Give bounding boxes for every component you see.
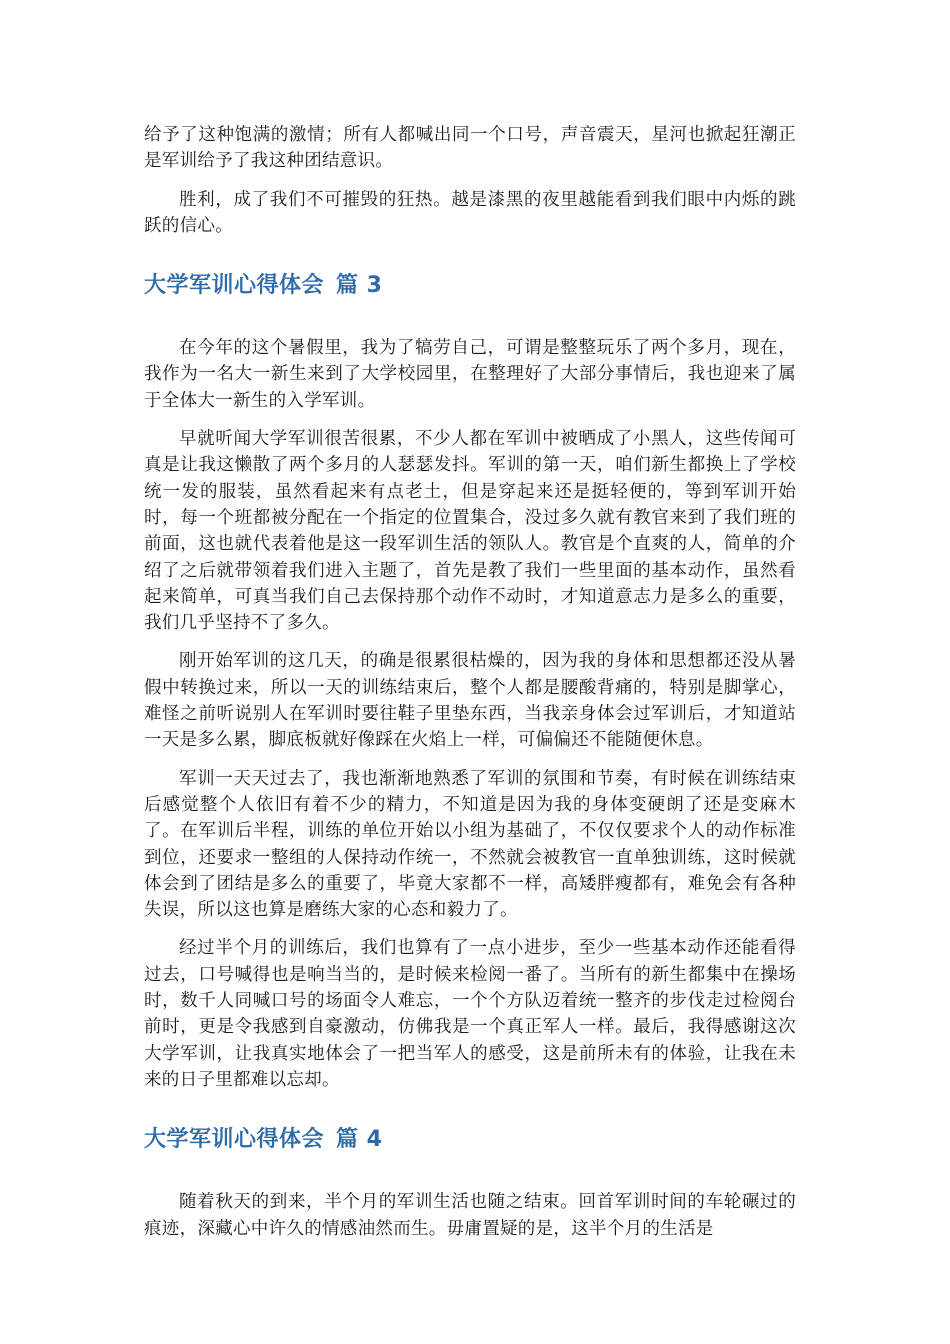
- paragraph-s3-3: 刚开始军训的这几天，的确是很累很枯燥的，因为我的身体和思想都还没从暑假中转换过来，所以一天的训练结束后，整个人都是腰酸背痛的，特别是脚掌心，难怪之前听说别人在军训时要往鞋子里垫东西，当我亲身体会过军训后，才知道站一天是多么累，脚底板就好像踩在火焰上一样，可偏偏还不能随便休息。: [144, 651, 796, 751]
- paragraph-s4-1: 随着秋天的到来，半个月的军训生活也随之结束。回首军训时间的车轮碾过的痕迹，深藏心中许久的情感油然而生。毋庸置疑的是，这半个月的生活是: [144, 1192, 796, 1239]
- paragraph-s3-4: 军训一天天过去了，我也渐渐地熟悉了军训的氛围和节奏，有时候在训练结束后感觉整个人依旧有着不少的精力，不知道是因为我的身体变硬朗了还是变麻木了。在军训后半程，训练的单位开始以小组为基础了，不仅仅要求个人的动作标准到位，还要求一整组的人保持动作统一，不然就会被教官一直单独训练，这时候就体会到了团结是多么的重要了，毕竟大家都不一样，高矮胖瘦都有，难免会有各种失误，所以这也算是磨练大家的心态和毅力了。: [144, 768, 796, 921]
- paragraph-intro-2: 胜利，成了我们不可摧毁的狂热。越是漆黑的夜里越能看到我们眼中内烁的跳跃的信心。: [144, 189, 796, 236]
- section-number: 篇 3: [336, 273, 383, 299]
- section-title: 大学军训心得体会: [144, 1127, 325, 1153]
- section-heading-4: [144, 1125, 796, 1155]
- paragraph-s3-1: 在今年的这个暑假里，我为了犒劳自己，可谓是整整玩乐了两个多月，现在，我作为一名大一新生来到了大学校园里，在整理好了大部分事情后，我也迎来了属于全体大一新生的入学军训。: [144, 338, 796, 411]
- section-number: 篇 4: [336, 1127, 383, 1153]
- section-title: 大学军训心得体会: [144, 273, 325, 299]
- paragraph-intro-1: 给予了这种饱满的激情；所有人都喊出同一个口号，声音震天，星河也掀起狂潮正是军训给予了我这种团结意识。: [144, 125, 796, 172]
- paragraph-s3-2: 早就听闻大学军训很苦很累，不少人都在军训中被晒成了小黑人，这些传闻可真是让我这懒散了两个多月的人瑟瑟发抖。军训的第一天，咱们新生都换上了学校统一发的服装，虽然看起来有点老土，但是穿起来还是挺轻便的，等到军训开始时，每一个班都被分配在一个指定的位置集合，没过多久就有教官来到了我们班的前面，这也就代表着他是这一段军训生活的领队人。教官是个直爽的人，简单的介绍了之后就带领着我们进入主题了，首先是教了我们一些里面的基本动作，虽然看起来简单，可真当我们自己去保持那个动作不动时，才知道意志力是多么的重要，我们几乎坚持不了多久。: [144, 429, 796, 634]
- document-page: [144, 122, 796, 1242]
- section-heading-3: [144, 271, 796, 301]
- paragraph-s3-5: 经过半个月的训练后，我们也算有了一点小进步，至少一些基本动作还能看得过去，口号喊得也是响当当的，是时候来检阅一番了。当所有的新生都集中在操场时，数千人同喊口号的场面令人难忘，一个个方队迈着统一整齐的步伐走过检阅台前时，更是令我感到自豪激动，仿佛我是一个真正军人一样。最后，我得感谢这次大学军训，让我真实地体会了一把当军人的感受，这是前所未有的体验，让我在未来的日子里都难以忘却。: [144, 938, 796, 1090]
